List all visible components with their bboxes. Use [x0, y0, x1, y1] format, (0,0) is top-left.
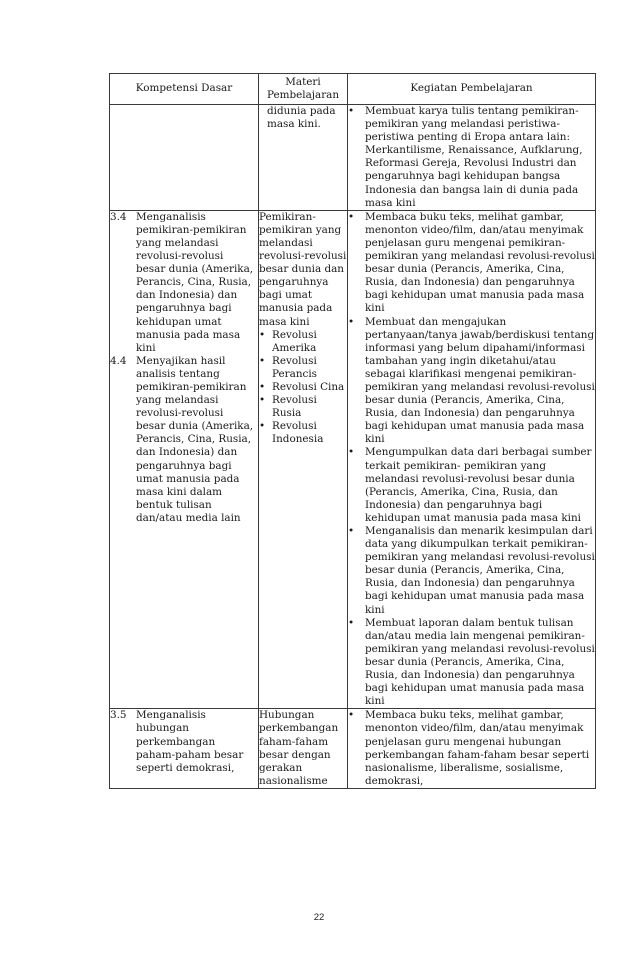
- kegiatan-cell: [348, 210, 596, 709]
- materi-text: didunia pada masa kini.: [267, 105, 336, 131]
- bullet-dot-icon: •: [348, 709, 355, 722]
- materi-text: Hubungan perkembangan faham-faham besar dengan gerakan nasionalisme: [259, 709, 339, 787]
- bullet-dot-icon: •: [348, 616, 355, 629]
- kompetensi-number: 3.5: [110, 709, 127, 722]
- bullet-dot-icon: •: [259, 394, 266, 407]
- kegiatan-text: Membuat dan mengajukan pertanyaan/tanya jawab/berdiskusi tentang informasi yang belum dipahami/informasi tambahan yang ingin diketahui/atau sebagai klarifikasi mengenai pemikiran-pemikiran yang melandasi revolusi-revolusi besar dunia (Perancis, Amerika, Cina, Rusia, dan Indonesia) dan pengaruhnya bagi kehidupan umat manusia pada masa kini: [365, 315, 595, 446]
- bullet-dot-icon: •: [259, 420, 266, 433]
- kegiatan-cell: [348, 105, 596, 211]
- kegiatan-text: Membuat karya tulis tentang pemikiran-pemikiran yang melandasi peristiwa-peristiwa penting di Eropa antara lain: Merkantilisme, Renaissance, Aufklarung, Reformasi Gereja, Revolusi Industri dan pengaruhnya bagi kehidupan bangsa Indonesia dan bangsa lain di dunia pada masa kini: [365, 105, 583, 209]
- kompetensi-number: 3.4: [110, 210, 127, 223]
- header-materi-pembelajaran: [259, 74, 348, 105]
- materi-cell: [259, 210, 348, 709]
- kompetensi-cell: [110, 210, 259, 709]
- kegiatan-text: Menganalisis dan menarik kesimpulan dari data yang dikumpulkan terkait pemikiran-pemikiran yang melandasi revolusi-revolusi besar dunia (Perancis, Amerika, Cina, Rusia, dan Indonesia) dan pengaruhnya bagi kehidupan umat manusia pada masa kini: [365, 525, 595, 616]
- list-item: [348, 617, 595, 709]
- materi-bullet-text: Revolusi Indonesia: [272, 420, 324, 446]
- curriculum-table: [109, 73, 596, 789]
- kompetensi-cell: [110, 105, 259, 211]
- materi-bullet-text: Revolusi Perancis: [272, 354, 318, 380]
- list-item: [259, 355, 347, 381]
- materi-text: Pemikiran-pemikiran yang melandasi revolusi-revolusi besar dunia dan pengaruhnya bagi umat manusia pada masa kini: [259, 210, 347, 328]
- kegiatan-text: Mengumpulkan data dari berbagai sumber terkait pemikiran- pemikiran yang melandasi revolusi-revolusi besar dunia (Perancis, Amerika, Cina, Rusia, dan Indonesia) dan pengaruhnya bagi kehidupan umat manusia pada masa kini: [365, 446, 592, 524]
- kegiatan-bullet-list: [348, 105, 595, 210]
- kompetensi-item: [110, 709, 258, 774]
- list-item: [348, 105, 595, 210]
- kompetensi-text: Menganalisis pemikiran-pemikiran yang melandasi revolusi-revolusi besar dunia (Amerika, Perancis, Cina, Rusia, dan Indonesia) dan pengaruhnya bagi kehidupan umat manusia pada masa kini: [136, 210, 254, 354]
- materi-bullet-text: Revolusi Amerika: [272, 328, 317, 354]
- header-materi-line2: Pembelajaran: [266, 89, 340, 101]
- bullet-dot-icon: •: [348, 210, 355, 223]
- materi-bullet-text: Revolusi Cina: [272, 380, 345, 393]
- header-kompetensi-dasar: Kompetensi Dasar: [110, 74, 259, 105]
- table-row: [110, 709, 596, 789]
- bullet-dot-icon: •: [259, 380, 266, 393]
- kegiatan-text: Membuat laporan dalam bentuk tulisan dan/atau media lain mengenai pemikiran- pemikiran yang melandasi revolusi-revolusi besar dunia (Perancis, Amerika, Cina, Rusia, dan Indonesia) dan pengaruhnya bagi kehidupan umat manusia pada masa kini: [365, 616, 595, 708]
- kompetensi-cell: [110, 709, 259, 789]
- table-row: [110, 105, 596, 211]
- list-item: [348, 525, 595, 617]
- list-item: [259, 381, 347, 394]
- kegiatan-text: Membaca buku teks, melihat gambar, menonton video/film, dan/atau menyimak penjelasan guru mengenai hubungan perkembangan faham-faham besar seperti nasionalisme, liberalisme, sosialisme, demokrasi,: [365, 709, 590, 787]
- list-item: [259, 394, 347, 420]
- kompetensi-item: [110, 211, 258, 355]
- bullet-dot-icon: •: [348, 315, 355, 328]
- list-item: [348, 446, 595, 525]
- page-number: 22: [313, 912, 325, 923]
- materi-bullet-text: Revolusi Rusia: [272, 394, 317, 420]
- list-item: [259, 420, 347, 446]
- bullet-dot-icon: •: [348, 446, 355, 459]
- table-body: [110, 105, 596, 789]
- kompetensi-number: 4.4: [110, 354, 127, 367]
- kegiatan-cell: [348, 709, 596, 789]
- materi-cell: [259, 709, 348, 789]
- kompetensi-text: Menyajikan hasil analisis tentang pemikiran-pemikiran yang melandasi revolusi-revolusi besar dunia (Amerika, Perancis, Cina, Rusia, dan Indonesia) dan pengaruhnya bagi umat manusia pada masa kini dalam bentuk tulisan dan/atau media lain: [136, 354, 254, 524]
- list-item: [348, 709, 595, 788]
- list-item: [348, 211, 595, 316]
- bullet-dot-icon: •: [348, 105, 355, 117]
- list-item: [259, 329, 347, 355]
- bullet-dot-icon: •: [348, 525, 355, 537]
- bullet-dot-icon: •: [259, 328, 266, 341]
- kompetensi-item: [110, 355, 258, 525]
- kegiatan-text: Membaca buku teks, melihat gambar, menonton video/film, dan/atau menyimak penjelasan guru mengenai pemikiran-pemikiran yang melandasi revolusi-revolusi besar dunia (Perancis, Amerika, Cina, Rusia, dan Indonesia) dan pengaruhnya bagi kehidupan umat manusia pada masa kini: [365, 210, 595, 315]
- table-row: [110, 210, 596, 709]
- kegiatan-bullet-list: [348, 211, 595, 709]
- materi-cell: [259, 105, 348, 211]
- materi-bullet-list: [259, 329, 347, 447]
- bullet-dot-icon: •: [259, 354, 266, 367]
- list-item: [348, 316, 595, 447]
- kompetensi-text: Menganalisis hubungan perkembangan paham-paham besar seperti demokrasi,: [136, 709, 244, 774]
- kegiatan-bullet-list: [348, 709, 595, 788]
- header-materi-line1: Materi: [285, 75, 321, 88]
- header-kegiatan-pembelajaran: Kegiatan Pembelajaran: [348, 74, 596, 105]
- table-header-row: [110, 74, 596, 105]
